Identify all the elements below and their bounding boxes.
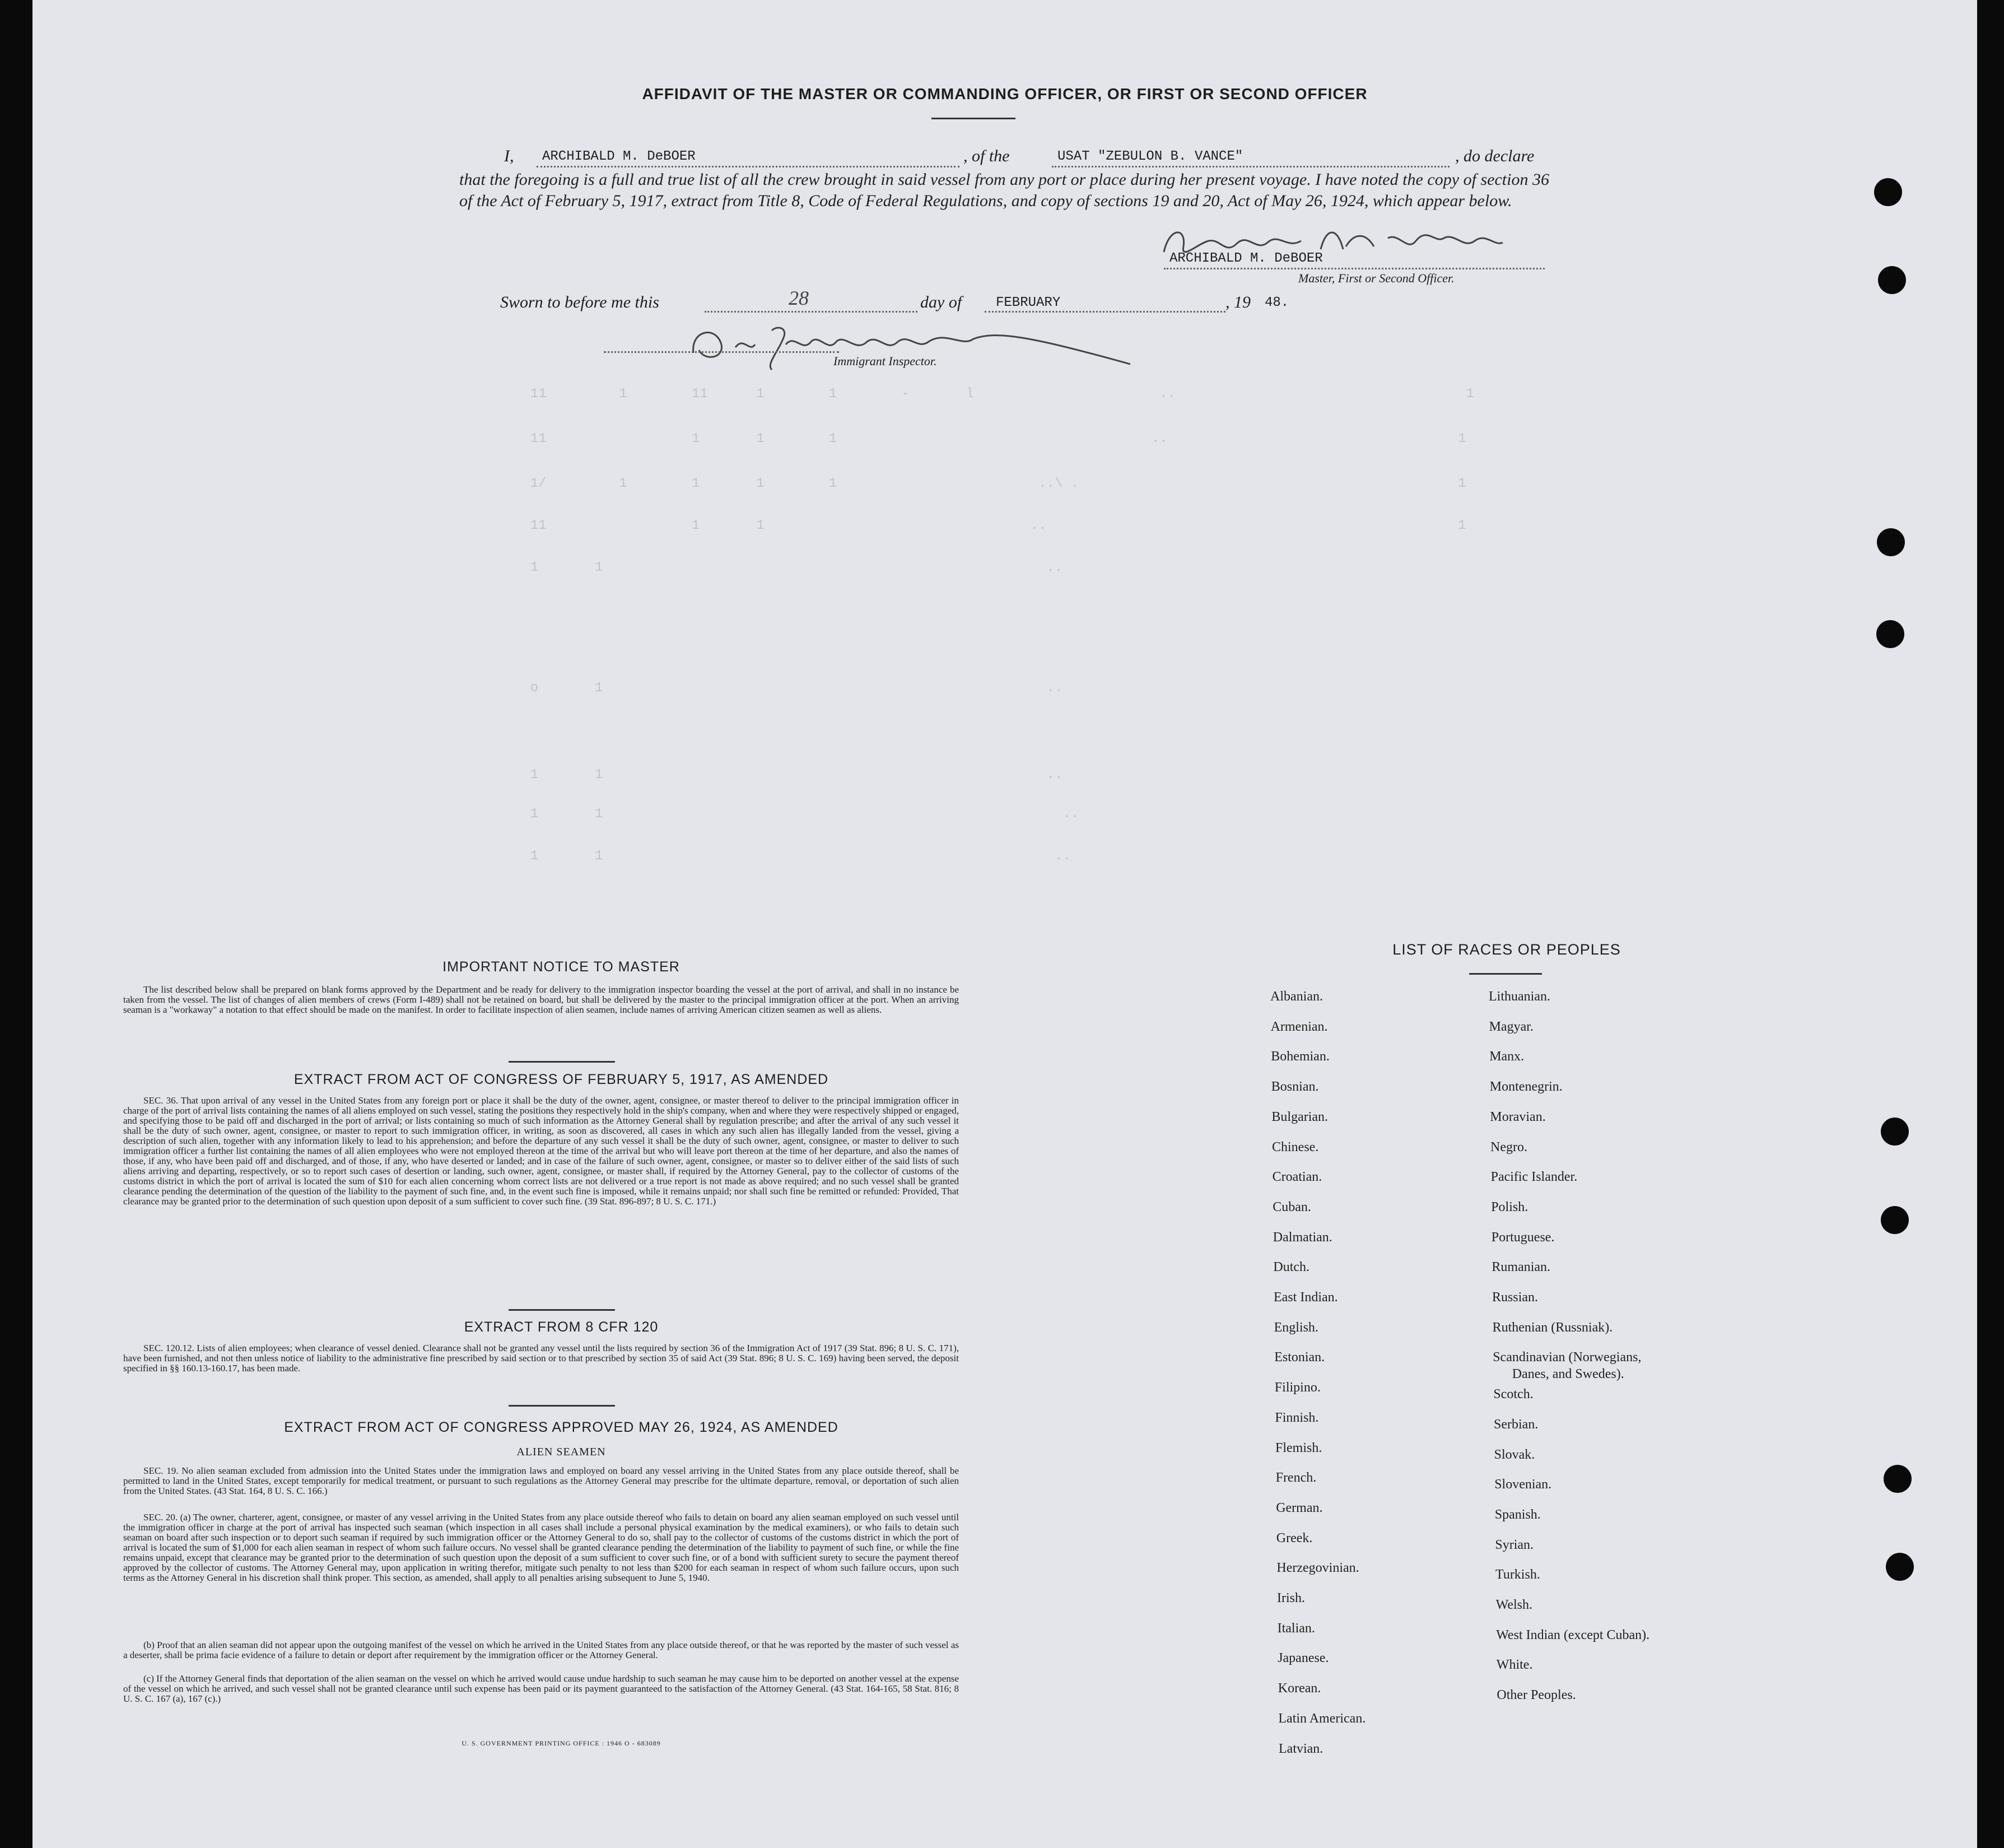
bleed-through-line: 1 1 .. xyxy=(514,807,1079,822)
punch-hole xyxy=(1886,1553,1914,1581)
race-item: Ruthenian (Russniak). xyxy=(1492,1320,1613,1335)
notice-title: IMPORTANT NOTICE TO MASTER xyxy=(442,959,680,975)
race-item: Lithuanian. xyxy=(1489,989,1550,1004)
extract-cfr-title: EXTRACT FROM 8 CFR 120 xyxy=(464,1319,659,1335)
race-item: Latvian. xyxy=(1279,1741,1323,1756)
race-item: Manx. xyxy=(1489,1049,1525,1064)
race-item: Korean. xyxy=(1278,1681,1321,1696)
races-title: LIST OF RACES OR PEOPLES xyxy=(1392,941,1621,958)
name-dotted-line xyxy=(537,166,959,167)
punch-hole xyxy=(1874,178,1902,206)
race-item: Rumanian. xyxy=(1492,1260,1551,1275)
bleed-through-line: 11 1 1 .. 1 xyxy=(514,518,1466,533)
race-item: Scotch. xyxy=(1493,1387,1534,1402)
races-underline xyxy=(1469,973,1542,975)
affidavit-title: AFFIDAVIT OF THE MASTER OR COMMANDING OFFICER, OR FIRST OR SECOND OFFICER xyxy=(642,85,1368,103)
day-of-text: day of xyxy=(920,293,962,311)
section-20a-text: SEC. 20. (a) The owner, charterer, agent, consignee, or master of any vessel arriving in the United States from any place outside thereof who fails to detain on board any alien seaman employed on such vessel until the immigration officer in charge at the port of arrival has inspected such seaman (which inspection in all cases shall include a personal physical examination by the medical examiners), or who fails to detain such seaman on board after such inspection or to deport such seaman if required by such immigration officer or the Attorney General to do so, shall pay to the collector of customs of the customs district in which the port of arrival is located the sum of $1,000 for each alien seaman in respect of whom such failure occurs. No vessel shall be granted clearance pending the determination of the liability to payment of such fine, or while the fine remains unpaid, except that clearance may be granted prior to the determination of such question upon the deposit of a sum sufficient to cover such fine, or of a bond with sufficient surety to secure the payment thereof approved by the collector of customs. The Attorney General may, upon application in writing therefor, mitigate such penalty to not less than $200 for each seaman in respect of whom such failure occurs, upon such terms as the Attorney General in his discretion shall think proper. This section, as amended, shall apply to all penalties arising subsequent to June 5, 1940. xyxy=(123,1512,959,1583)
race-item: White. xyxy=(1496,1658,1533,1673)
race-item: Portuguese. xyxy=(1491,1230,1555,1245)
extract-1924-title: EXTRACT FROM ACT OF CONGRESS APPROVED MAY 26, 1924, AS AMENDED xyxy=(284,1419,838,1435)
race-item: Greek. xyxy=(1276,1530,1313,1546)
declaration-line-1 xyxy=(32,147,1977,169)
sworn-year-field[interactable]: 48. xyxy=(1265,295,1289,310)
race-item: Croatian. xyxy=(1272,1170,1322,1185)
punch-hole xyxy=(1884,1465,1912,1493)
punch-hole xyxy=(1881,1206,1909,1234)
race-item: Finnish. xyxy=(1275,1410,1319,1425)
year-prefix: , 19 xyxy=(1225,293,1251,311)
section-divider xyxy=(509,1309,615,1311)
sworn-month-field[interactable]: FEBRUARY xyxy=(996,295,1061,310)
race-item: Scandinavian (Norwegians, xyxy=(1493,1350,1642,1365)
race-item: Spanish. xyxy=(1494,1507,1541,1522)
race-item: Moravian. xyxy=(1490,1109,1546,1124)
section-20b-text: (b) Proof that an alien seaman did not appear upon the outgoing manifest of the vessel on which he arrived in the United States from any place outside thereof, or that he was reported by the master of such vessel as a deserter, shall be prima facie evidence of a failure to detain or deport after requirement by the immigration officer or the Attorney General. xyxy=(123,1640,959,1660)
extract-cfr-text: SEC. 120.12. Lists of alien employees; when clearance of vessel denied. Clearance shall not be granted any vessel until the lists required by section 36 of the Immigration Act of 1917 (39 Stat. 896; 8 U. S. C. 171), have been furnished, and not then unless notice of liability to the administrative fine prescribed by said section or to that prescribed by section 35 of said Act (39 Stat. 896; 8 U. S. C. 169) having been served, the deposit specified in §§ 160.13-160.17, has been made. xyxy=(123,1343,959,1374)
signature-dotted-line xyxy=(1164,268,1545,269)
form-page xyxy=(32,0,1977,1848)
sworn-text: Sworn to before me this xyxy=(500,293,659,311)
printer-credit: U. S. GOVERNMENT PRINTING OFFICE : 1946 O - 683089 xyxy=(462,1739,661,1747)
race-item: Russian. xyxy=(1492,1290,1539,1305)
punch-hole xyxy=(1876,620,1904,648)
month-dotted-line xyxy=(985,311,1225,313)
do-declare-text: , do declare xyxy=(1455,147,1535,165)
punch-hole xyxy=(1881,1118,1909,1146)
race-item: Montenegrin. xyxy=(1489,1079,1563,1095)
section-divider xyxy=(509,1405,615,1407)
race-item: Albanian. xyxy=(1270,989,1323,1004)
race-item: Armenian. xyxy=(1270,1019,1328,1034)
declarant-prefix: I, xyxy=(504,147,514,165)
title-underline xyxy=(931,118,1015,119)
master-caption: Master, First or Second Officer. xyxy=(1298,271,1455,285)
section-19-text: SEC. 19. No alien seaman excluded from admission into the United States under the immigration laws and employed on board any vessel arriving in the United States from any place outside thereof, shall be permitted to land in the United States, except temporarily for medical treatment, or pursuant to such regulations as the Attorney General may prescribe for the ultimate departure, removal, or deportation of such alien from the United States. (43 Stat. 164, 8 U. S. C. 166.) xyxy=(123,1465,959,1496)
declaration-text: that the foregoing is a full and true list of all the crew brought in said vessel from any port or place during her present voyage. I have noted the copy of section 36 of the Act of February 5, 1917, extract from Title 8, Code of Federal Regulations, and copy of sections 19 and 20, Act of May 26, 1924, which appear below. xyxy=(459,170,1549,210)
bleed-through-line: 1/ 1 1 1 1 ..\ . 1 xyxy=(514,476,1466,491)
race-item: Bosnian. xyxy=(1271,1079,1319,1095)
race-item: Estonian. xyxy=(1274,1350,1325,1365)
bleed-through-line: 1 1 .. xyxy=(514,767,1063,783)
vessel-name-field[interactable]: USAT "ZEBULON B. VANCE" xyxy=(1057,149,1243,164)
race-item: Turkish. xyxy=(1495,1567,1540,1582)
race-item: Italian. xyxy=(1277,1621,1315,1636)
master-name-field[interactable]: ARCHIBALD M. DeBOER xyxy=(542,149,696,164)
section-divider xyxy=(509,1061,615,1063)
extract-1924-subtitle: ALIEN SEAMEN xyxy=(516,1446,606,1458)
bleed-through-line: 1 1 .. xyxy=(514,560,1063,575)
race-item: West Indian (except Cuban). xyxy=(1496,1627,1650,1642)
race-item: Slovenian. xyxy=(1494,1477,1552,1492)
bleed-through-line: 11 1 11 1 1 - l .. 1 xyxy=(514,387,1474,402)
race-item: Other Peoples. xyxy=(1497,1688,1576,1703)
master-printed-name: ARCHIBALD M. DeBOER xyxy=(1169,251,1323,266)
notice-text: The list described below shall be prepared on blank forms approved by the Department and be ready for delivery to the immigration inspector boarding the vessel at the port of arrival, and shall in no instance be taken from the vessel. The list of changes of alien members of crews (Form I-489) shall not be retained on board, but shall be delivered by the master to the principal immigration officer at the port. When an arriving seaman is a "workaway" a notation to that effect should be made on the manifest. In order to facilitate inspection of alien seamen, include names of arriving American citizen seamen as well as aliens. xyxy=(123,984,959,1015)
sworn-day-field[interactable]: 28 xyxy=(789,287,809,309)
race-item: Bohemian. xyxy=(1271,1049,1330,1064)
race-item: Negro. xyxy=(1490,1139,1527,1155)
bleed-through-line: 11 1 1 1 .. 1 xyxy=(514,431,1466,446)
bleed-through-line: o 1 .. xyxy=(514,681,1063,696)
race-item: Cuban. xyxy=(1273,1199,1311,1214)
race-item: Syrian. xyxy=(1495,1537,1534,1552)
race-item: Serbian. xyxy=(1494,1417,1539,1432)
extract-1917-title: EXTRACT FROM ACT OF CONGRESS OF FEBRUARY 5, 1917, AS AMENDED xyxy=(293,1072,829,1087)
race-item: Magyar. xyxy=(1489,1019,1534,1034)
of-the-text: , of the xyxy=(963,147,1010,165)
race-item: Pacific Islander. xyxy=(1490,1170,1578,1185)
race-item: Flemish. xyxy=(1275,1440,1322,1455)
bleed-through-line: 1 1 .. xyxy=(514,849,1071,864)
day-dotted-line xyxy=(705,311,917,313)
race-item: Filipino. xyxy=(1274,1380,1321,1395)
race-item: Latin American. xyxy=(1278,1711,1366,1726)
race-item: Dutch. xyxy=(1273,1260,1310,1275)
race-item: Dalmatian. xyxy=(1273,1230,1332,1245)
race-item: Bulgarian. xyxy=(1271,1109,1329,1124)
inspector-dotted-line xyxy=(604,351,839,353)
race-item: Danes, and Swedes). xyxy=(1512,1367,1624,1382)
inspector-caption: Immigrant Inspector. xyxy=(833,354,937,368)
race-item: Japanese. xyxy=(1278,1651,1329,1666)
sworn-line xyxy=(32,287,1977,315)
punch-hole xyxy=(1878,266,1906,294)
extract-1917-text: SEC. 36. That upon arrival of any vessel in the United States from any foreign port or place it shall be the duty of the owner, agent, consignee, or master thereof to deliver to the principal immigration officer in charge of the port of arrival lists containing the names of all aliens employed on such vessel, stating the positions they respectively hold in the ship's company, when and where they were respectively shipped or engaged, and specifying those to be paid off and discharged in the port of arrival; or lists containing so much of such information as the Attorney General shall by regulation prescribe; and after the arrival of any such vessel it shall be the duty of such owner, agent, consignee, or master to report to such immigration officer, in writing, as soon as discovered, all cases in which any such alien has illegally landed from the vessel, giving a description of such alien, together with any information likely to lead to his apprehension; and before the departure of any such vessel it shall be the duty of such owner, agent, consignee, or master to deliver to such immigration officer a further list containing the names of all alien employees who were not employed thereon at the time of the arrival but who will leave port thereon at the time of her departure, and also the names of those, if any, who have been paid off and discharged, and of those, if any, who have deserted or landed; and in case of the failure of such owner, agent, consignee, or master so to deliver either of the said lists of such aliens arriving and departing, respectively, or so to report such cases of desertion or landing, such owner, agent, consignee, or master shall, if required by the Attorney General, pay to the collector of customs of the customs district in which the port of arrival is located the sum of $10 for each alien concerning whom correct lists are not delivered or a true report is not made as above required; and no such vessel shall be granted clearance pending the determination of the question of the liability to the payment of such fine, and, in the event such fine is imposed, while it remains unpaid; nor shall such fine be remitted or refunded: Provided, That clearance may be granted prior to the determination of such question upon deposit of a sum sufficient to cover such fine. (39 Stat. 896-897; 8 U. S. C. 171.) xyxy=(123,1095,959,1207)
race-item: East Indian. xyxy=(1274,1290,1338,1305)
race-item: Welsh. xyxy=(1495,1598,1532,1612)
race-item: French. xyxy=(1275,1470,1317,1486)
section-20c-text: (c) If the Attorney General finds that deportation of the alien seaman on the vessel on which he arrived would cause undue hardship to such seaman he may cause him to be deported on another vessel at the expense of the vessel on which he arrived, and such vessel shall not be granted clearance until such expense has been paid or its payment guaranteed to the satisfaction of the Attorney General. (43 Stat. 164-165, 58 Stat. 816; 8 U. S. C. 167 (a), 167 (c).) xyxy=(123,1673,959,1704)
race-item: Slovak. xyxy=(1494,1447,1535,1462)
punch-hole xyxy=(1877,528,1905,556)
vessel-dotted-line xyxy=(1052,166,1450,167)
race-item: Polish. xyxy=(1491,1199,1528,1214)
race-item: Chinese. xyxy=(1272,1139,1319,1155)
race-item: Herzegovinian. xyxy=(1276,1561,1359,1576)
race-item: German. xyxy=(1276,1500,1323,1515)
race-item: Irish. xyxy=(1277,1591,1305,1605)
race-item: English. xyxy=(1274,1320,1318,1335)
